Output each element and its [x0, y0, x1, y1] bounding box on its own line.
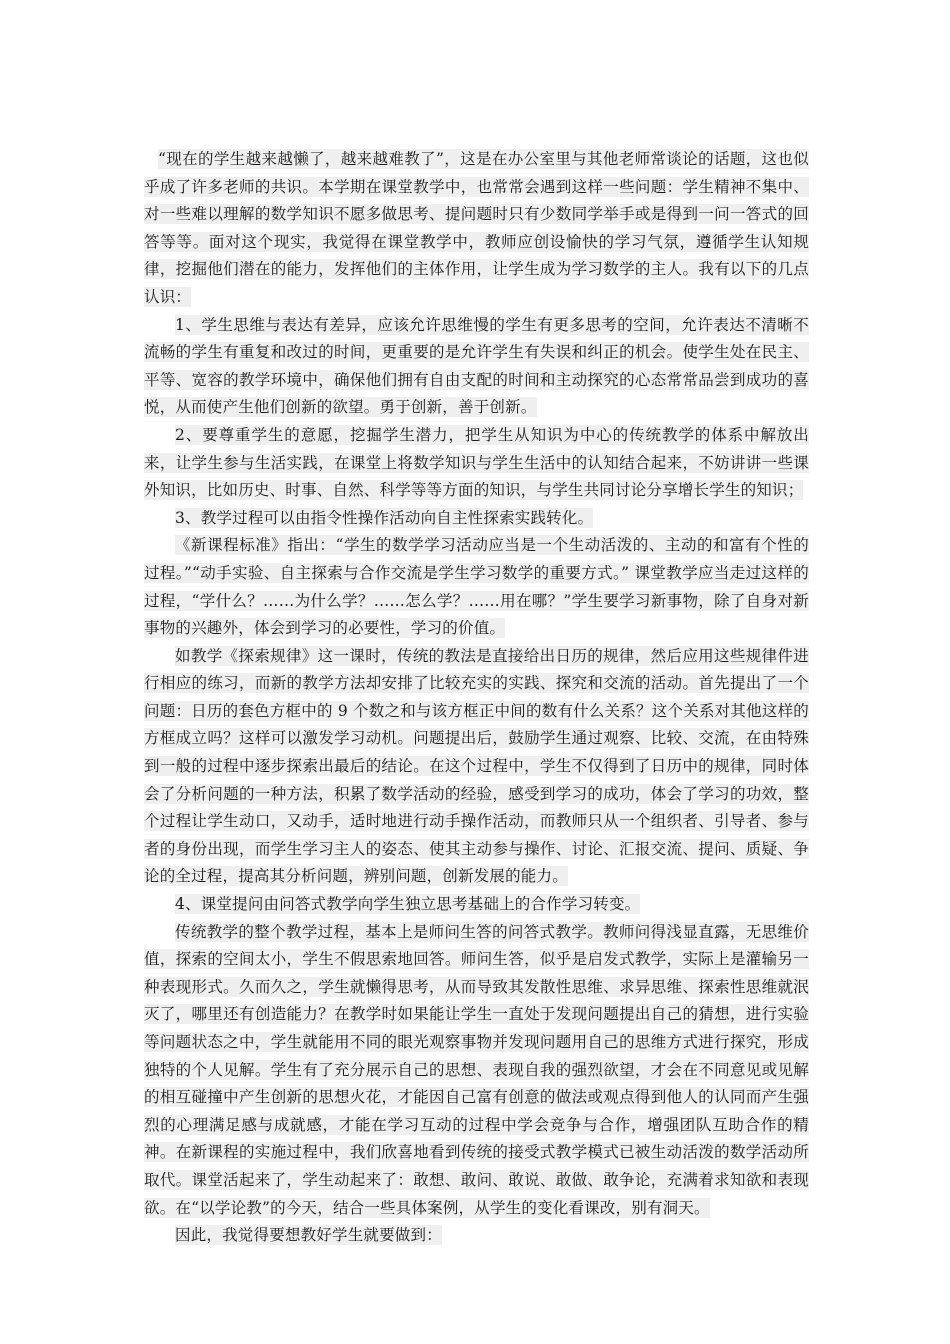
paragraph-point-3 — [144, 505, 809, 533]
paragraph-intro — [144, 146, 809, 312]
paragraph-traditional-teaching — [144, 919, 809, 1223]
paragraph-point-3-text: 3、教学过程可以由指令性操作活动向自主性探索实践转化。 — [175, 508, 594, 527]
paragraph-conclusion — [144, 1222, 809, 1250]
paragraph-example-lesson-text: 如教学《探索规律》这一课时，传统的教法是直接给出日历的规律，然后应用这些规律件进行相应的练习，而新的教学方法却安排了比较充实的实践、探究和交流的活动。首先提出了一个问题：日历的套色方框中的 9 个数之和与该方框正中间的数有什么关系？这个关系对其他这样的方框成立吗？这样可以激发学习动机。问题提出后，鼓励学生通过观察、比较、交流，在由特殊到一般的过程中逐步探索出最后的结论。在这个过程中，学生不仅得到了日历中的规律，同时体会了分析问题的一种方法，积累了数学活动的经验，感受到学习的成功，体会了学习的功效，整个过程让学生动口，又动手，适时地进行动手操作活动，而教师只从一个组织者、引导者、参与者的身份出现，而学生学习主人的姿态、使其主动参与操作、讨论、汇报交流、提问、质疑、争论的全过程，提高其分析问题，辨别问题，创新发展的能力。 — [144, 646, 809, 886]
paragraph-point-4 — [144, 891, 809, 919]
paragraph-point-1 — [144, 312, 809, 422]
paragraph-point-2 — [144, 422, 809, 505]
paragraph-intro-text: “现在的学生越来越懒了，越来越难教了”，这是在办公室里与其他老师常谈论的话题，这也似乎成了许多老师的共识。本学期在课堂教学中，也常常会遇到这样一些问题：学生精神不集中、对一些难以理解的数学知识不愿多做思考、提问题时只有少数同学举手或是得到一问一答式的回答等等。面对这个现实，我觉得在课堂教学中，教师应创设愉快的学习气氛，遵循学生认知规律，挖掘他们潜在的能力，发挥他们的主体作用，让学生成为学习数学的主人。我有以下的几点认识： — [144, 150, 809, 306]
paragraph-traditional-teaching-text: 传统教学的整个教学过程，基本上是师问生答的问答式教学。教师问得浅显直露，无思维价值，探索的空间太小，学生不假思索地回答。师问生答，似乎是启发式教学，实际上是灌输另一种表现形式。久而久之，学生就懒得思考，从而导致其发散性思维、求异思维、探索性思维就泯灭了，哪里还有创造能力？在教学时如果能让学生一直处于发现问题提出自己的猜想，进行实验等问题状态之中，学生就能用不同的眼光观察事物并发现问题用自己的思维方式进行探究，形成独特的个人见解。学生有了充分展示自己的思想、表现自我的强烈欲望，才会在不同意见或见解的相互碰撞中产生创新的思想火花，才能因自己富有创意的做法或观点得到他人的认同而产生强烈的心理满足感与成就感，才能在学习互动的过程中学会竞争与合作，增强团队互助合作的精神。在新课程的实施过程中，我们欣喜地看到传统的接受式教学模式已被生动活泼的数学活动所取代。课堂活起来了，学生动起来了：敢想、敢问、敢说、敢做、敢争论，充满着求知欲和表现欲。在“以学论教”的今天，结合一些具体案例，从学生的变化看课改，别有洞天。 — [144, 922, 809, 1217]
paragraph-point-2-text: 2、要尊重学生的意愿，挖掘学生潜力，把学生从知识为中心的传统教学的体系中解放出来，让学生参与生活实践，在课堂上将数学知识与学生生活中的认知结合起来，不妨讲讲一些课外知识，比如历史、时事、自然、科学等等方面的知识，与学生共同讨论分享增长学生的知识； — [144, 425, 809, 500]
paragraph-point-4-text: 4、课堂提问由问答式教学向学生独立思考基础上的合作学习转变。 — [175, 895, 641, 914]
paragraph-point-1-text: 1、学生思维与表达有差异，应该允许思维慢的学生有更多思考的空间，允许表达不清晰不流畅的学生有重复和改过的时间，更重要的是允许学生有失误和纠正的机会。使学生处在民主、平等、宽容的教学环境中，确保他们拥有自由支配的时间和主动探究的心态常常品尝到成功的喜悦，从而使产生他们创新的欲望。勇于创新，善于创新。 — [144, 315, 809, 417]
paragraph-curriculum-standard — [144, 532, 809, 642]
document-body — [144, 146, 809, 1250]
paragraph-curriculum-standard-text: 《新课程标准》指出：“学生的数学学习活动应当是一个生动活泼的、主动的和富有个性的过程。”“动手实验、自主探索与合作交流是学生学习数学的重要方式。” 课堂教学应当走过这样的过程，“学什么？……为什么学？……怎么学？……用在哪？”学生要学习新事物，除了自身对新事物的兴趣外，体会到学习的必要性，学习的价值。 — [144, 536, 809, 638]
paragraph-example-lesson — [144, 643, 809, 891]
paragraph-conclusion-text: 因此，我觉得要想教好学生就要做到： — [175, 1226, 442, 1245]
